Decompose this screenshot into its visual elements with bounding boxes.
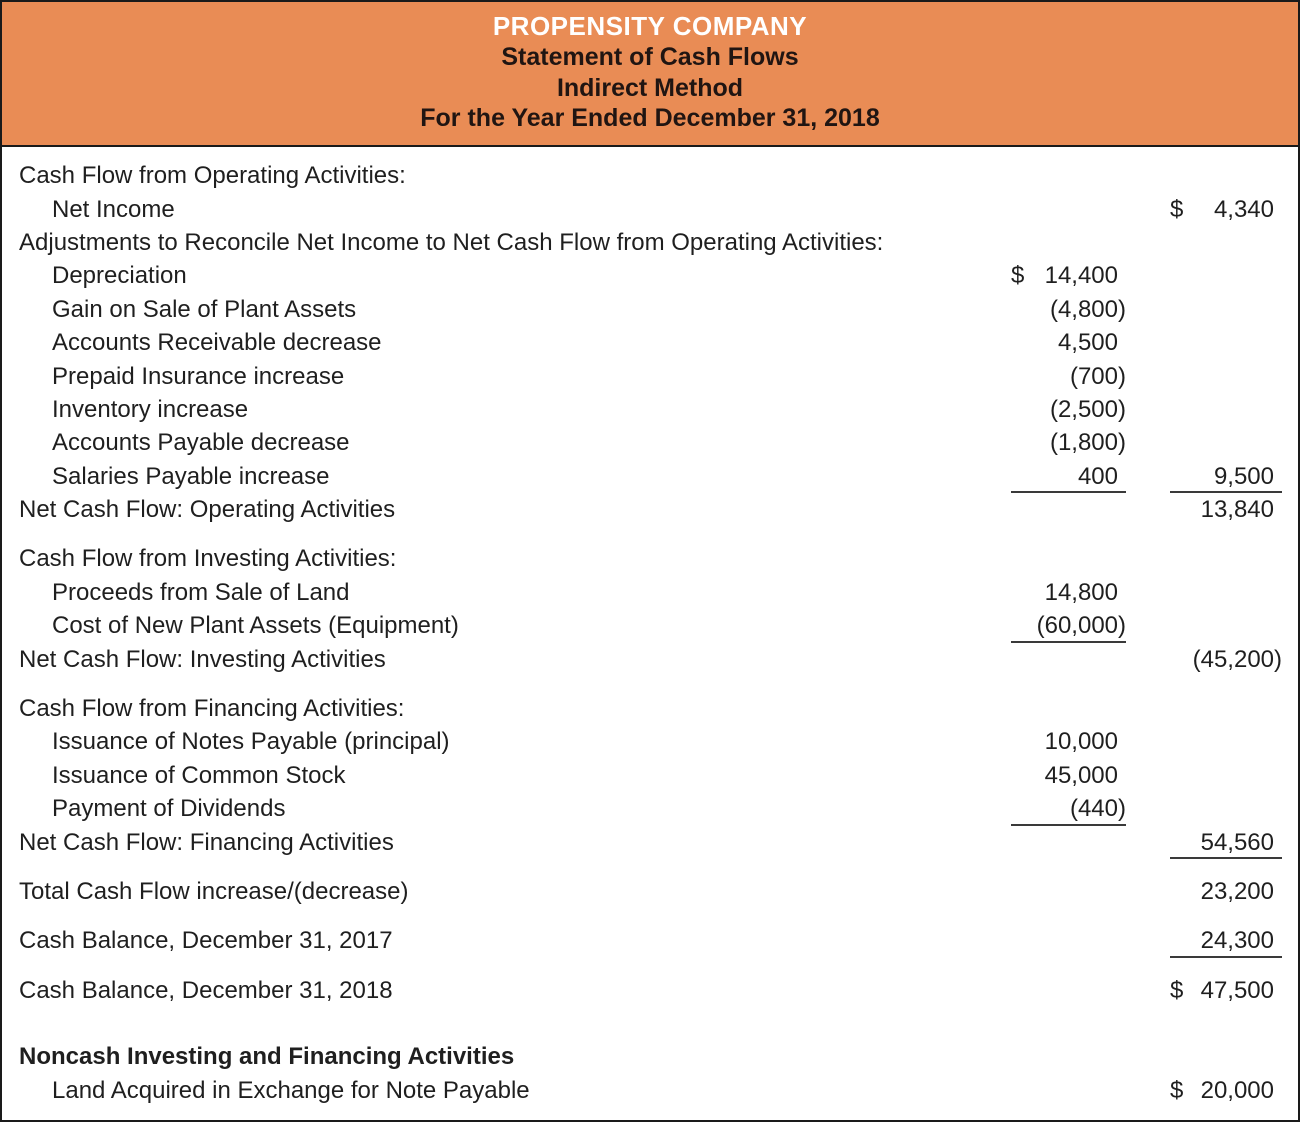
- amount-col3: [1170, 828, 1282, 859]
- row-inventory: [2, 393, 1298, 426]
- row-label: Prepaid Insurance increase: [52, 362, 345, 390]
- row-adjustments-header: [2, 226, 1298, 259]
- amount-col3: [1170, 462, 1282, 493]
- amount-col3: [1170, 726, 1282, 759]
- amount-col3: [1170, 193, 1282, 226]
- row-label: Issuance of Common Stock: [52, 761, 346, 789]
- amount-col3: [1170, 576, 1282, 609]
- amount-col3: [1170, 875, 1282, 908]
- amount-col2: [1011, 543, 1126, 576]
- amount-col3: [1170, 610, 1282, 643]
- amount-value: 14,400: [1044, 262, 1118, 290]
- row-net-financing: [2, 826, 1298, 859]
- amount-col2: [1011, 326, 1126, 359]
- amount-value: (440): [1069, 795, 1126, 823]
- row-label: Net Cash Flow: Financing Activities: [19, 828, 394, 856]
- amount-col2: [1011, 974, 1126, 1007]
- row-label: Depreciation: [52, 262, 187, 290]
- row-label: Net Income: [52, 195, 175, 223]
- amount-col2: [1011, 160, 1126, 193]
- row-issuance-common-stock: [2, 759, 1298, 792]
- section-gap: [2, 958, 1298, 974]
- amount-value: 24,300: [1200, 927, 1274, 955]
- amount-value: 20,000: [1200, 1076, 1274, 1104]
- row-cash-balance-2017: [2, 925, 1298, 958]
- row-financing-section-header: [2, 692, 1298, 725]
- amount-col2: [1011, 462, 1126, 493]
- amount-col3: [1170, 793, 1282, 826]
- row-salaries-payable: [2, 460, 1298, 493]
- row-label: Total Cash Flow increase/(decrease): [19, 878, 409, 905]
- amount-value: 13,840: [1200, 496, 1274, 524]
- row-land-acquired: [2, 1074, 1298, 1107]
- amount-value: 47,500: [1200, 976, 1274, 1004]
- amount-value: 14,800: [1044, 578, 1118, 606]
- row-gain-on-sale: [2, 293, 1298, 326]
- row-accounts-receivable: [2, 326, 1298, 359]
- amount-col3: [1170, 1074, 1282, 1107]
- amount-col3: [1170, 260, 1282, 293]
- row-operating-section-header: [2, 160, 1298, 193]
- amount-col3: [1170, 493, 1282, 526]
- amount-col3: [1170, 1040, 1282, 1073]
- amount-col3: [1170, 293, 1282, 326]
- amount-value: 4,500: [1057, 329, 1118, 357]
- amount-col2: [1011, 925, 1126, 958]
- amount-col2: [1011, 360, 1126, 393]
- row-label: Net Cash Flow: Operating Activities: [19, 496, 396, 524]
- company-name: PROPENSITY COMPANY: [492, 11, 808, 41]
- row-net-operating: [2, 493, 1298, 526]
- statement-header: [2, 2, 1298, 147]
- row-prepaid-insurance: [2, 360, 1298, 393]
- amount-col3: [1170, 427, 1282, 460]
- amount-value: (4,800): [1049, 295, 1126, 323]
- amount-value: (700): [1069, 362, 1126, 390]
- amount-value: 23,200: [1200, 878, 1274, 905]
- row-label: Payment of Dividends: [52, 795, 286, 823]
- row-issuance-notes-payable: [2, 726, 1298, 759]
- amount-col2: [1011, 427, 1126, 460]
- row-label: Noncash Investing and Financing Activities: [19, 1043, 515, 1071]
- amount-value: 45,000: [1044, 761, 1118, 789]
- row-label: Gain on Sale of Plant Assets: [52, 295, 357, 323]
- amount-col3: [1170, 160, 1282, 193]
- amount-col2: [1011, 576, 1126, 609]
- row-label: Issuance of Notes Payable (principal): [52, 728, 450, 756]
- statement-title: Statement of Cash Flows: [501, 43, 799, 71]
- amount-col3: [1170, 759, 1282, 792]
- amount-col2: [1011, 193, 1126, 226]
- amount-value: (1,800): [1049, 429, 1126, 457]
- amount-col2: [1011, 393, 1126, 426]
- currency-symbol: $: [1170, 1076, 1184, 1104]
- amount-col3: [1170, 692, 1282, 725]
- row-label: Cash Flow from Financing Activities:: [19, 695, 405, 723]
- amount-value: (45,200): [1192, 645, 1282, 673]
- section-gap-large: [2, 1007, 1298, 1040]
- section-gap: [2, 676, 1298, 692]
- row-total-cash-flow: [2, 875, 1298, 908]
- amount-col3: [1170, 974, 1282, 1007]
- row-label: Proceeds from Sale of Land: [52, 578, 350, 606]
- amount-col2: [1011, 493, 1126, 526]
- amount-col2: [1011, 1040, 1126, 1073]
- amount-value: 9,500: [1213, 462, 1274, 490]
- amount-col2: [1011, 1074, 1126, 1107]
- section-gap: [2, 527, 1298, 543]
- amount-col3: [1170, 360, 1282, 393]
- amount-value: (2,500): [1049, 395, 1126, 423]
- amount-col2: [1011, 759, 1126, 792]
- amount-col3: [1170, 643, 1282, 676]
- statement-body: [2, 147, 1298, 1108]
- amount-value: 400: [1077, 462, 1118, 490]
- amount-col2: [1011, 726, 1126, 759]
- statement-method: Indirect Method: [556, 73, 744, 102]
- row-cash-balance-2018: [2, 974, 1298, 1007]
- row-net-income: [2, 193, 1298, 226]
- amount-col3: [1170, 927, 1282, 958]
- amount-col2: [1011, 826, 1126, 859]
- amount-col2: [1011, 875, 1126, 908]
- row-label: Land Acquired in Exchange for Note Payable: [52, 1076, 530, 1104]
- amount-col3: [1170, 226, 1282, 259]
- row-noncash-section-header: [2, 1040, 1298, 1073]
- row-cost-new-plant-assets: [2, 610, 1298, 643]
- amount-value: 54,560: [1200, 828, 1274, 856]
- section-gap: [2, 859, 1298, 875]
- amount-value: 10,000: [1044, 728, 1118, 756]
- amount-col2: [1011, 692, 1126, 725]
- row-label: Accounts Receivable decrease: [52, 329, 382, 357]
- amount-col3: [1170, 393, 1282, 426]
- row-label: Net Cash Flow: Investing Activities: [19, 645, 386, 673]
- row-label: Cash Balance, December 31, 2018: [19, 976, 393, 1004]
- amount-col3: [1170, 543, 1282, 576]
- row-proceeds-sale-land: [2, 576, 1298, 609]
- amount-col2: [1011, 226, 1126, 259]
- currency-symbol: $: [1011, 262, 1025, 290]
- amount-col2: [1011, 795, 1126, 826]
- amount-col2: [1011, 612, 1126, 643]
- row-label: Cash Balance, December 31, 2017: [19, 927, 393, 955]
- row-depreciation: [2, 260, 1298, 293]
- row-label: Inventory increase: [52, 395, 249, 423]
- amount-col2: [1011, 260, 1126, 293]
- row-label: Salaries Payable increase: [52, 462, 330, 490]
- amount-value: 4,340: [1213, 195, 1274, 223]
- row-label: Adjustments to Reconcile Net Income to Net Cash Flow from Operating Activities:: [19, 228, 884, 256]
- amount-col2: [1011, 293, 1126, 326]
- row-payment-dividends: [2, 793, 1298, 826]
- currency-symbol: $: [1170, 976, 1184, 1004]
- row-investing-section-header: [2, 543, 1298, 576]
- currency-symbol: $: [1170, 195, 1184, 223]
- row-label: Accounts Payable decrease: [52, 429, 350, 457]
- row-net-investing: [2, 643, 1298, 676]
- row-label: Cost of New Plant Assets (Equipment): [52, 612, 459, 640]
- statement-period: For the Year Ended December 31, 2018: [420, 104, 880, 132]
- amount-col2: [1011, 643, 1126, 676]
- row-accounts-payable: [2, 427, 1298, 460]
- row-label: Cash Flow from Operating Activities:: [19, 162, 406, 190]
- row-label: Cash Flow from Investing Activities:: [19, 545, 397, 573]
- amount-value: (60,000): [1036, 612, 1126, 640]
- amount-col3: [1170, 326, 1282, 359]
- section-gap: [2, 909, 1298, 925]
